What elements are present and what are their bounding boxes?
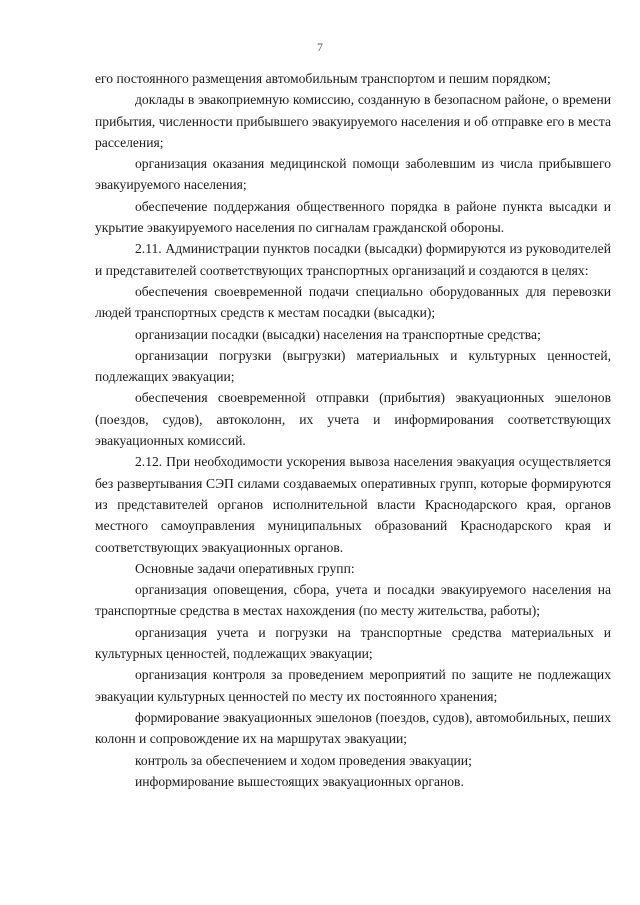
paragraph: Основные задачи оперативных групп: xyxy=(135,560,355,576)
paragraph: обеспечения своевременной подачи специально оборудованных для перевозки людей транспортных средств к местам посадки (высадки); xyxy=(95,283,611,321)
paragraph: контроль за обеспечением и ходом проведения эвакуации; xyxy=(135,752,472,768)
paragraph: организация контроля за проведением мероприятий по защите не подлежащих эвакуации культурных ценностей по месту их постоянного хранения; xyxy=(95,667,611,704)
paragraph: его постоянного размещения автомобильным транспортом и пешим порядком; xyxy=(95,71,551,86)
section-paragraph-2-11: 2.11. Администрации пунктов посадки (высадки) формируются из руководителей и представителей соответствующих транспортных организаций и создаются в целях: xyxy=(95,241,611,278)
paragraph: формирование эвакуационных эшелонов (поездов, судов), автомобильных, пеших колонн и сопровождение их на маршрутах эвакуации; xyxy=(95,709,611,747)
paragraph: обеспечения своевременной отправки (прибытия) эвакуационных эшелонов (поездов, судов), автоколонн, их учета и информирования соответствующих эвакуационных комиссий. xyxy=(95,390,611,449)
paragraph: организация оповещения, сбора, учета и посадки эвакуируемого населения на транспортные средства в местах нахождения (по месту жительства, работы); xyxy=(95,582,611,619)
paragraph: организация учета и погрузки на транспортные средства материальных и культурных ценностей, подлежащих эвакуации; xyxy=(95,624,611,662)
paragraph: организации погрузки (выгрузки) материальных и культурных ценностей, подлежащих эвакуации; xyxy=(95,347,611,385)
paragraph: доклады в эвакоприемную комиссию, созданную в безопасном районе, о времени прибытия, численности прибывшего эвакуируемого населения и об отправке его в места расселения; xyxy=(95,92,611,150)
document-body xyxy=(95,68,611,792)
paragraph: информирование вышестоящих эвакуационных органов. xyxy=(135,773,464,789)
paragraph: организации посадки (высадки) населения на транспортные средства; xyxy=(135,326,541,342)
paragraph: обеспечение поддержания общественного порядка в районе пункта высадки и укрытие эвакуируемого населения по сигналам гражданской обороны. xyxy=(95,198,611,236)
section-paragraph-2-12: 2.12. При необходимости ускорения вывоза населения эвакуация осуществляется без развертывания СЭП силами создаваемых оперативных групп, которые формируются из представителей органов исполнительной власти Краснодарского края, органов местного самоуправления муниципальных образований Краснодарского края и соответствующих эвакуационных органов. xyxy=(95,454,611,555)
paragraph: организация оказания медицинской помощи заболевшим из числа прибывшего эвакуируемого населения; xyxy=(95,156,611,193)
page-number: 7 xyxy=(317,40,323,54)
